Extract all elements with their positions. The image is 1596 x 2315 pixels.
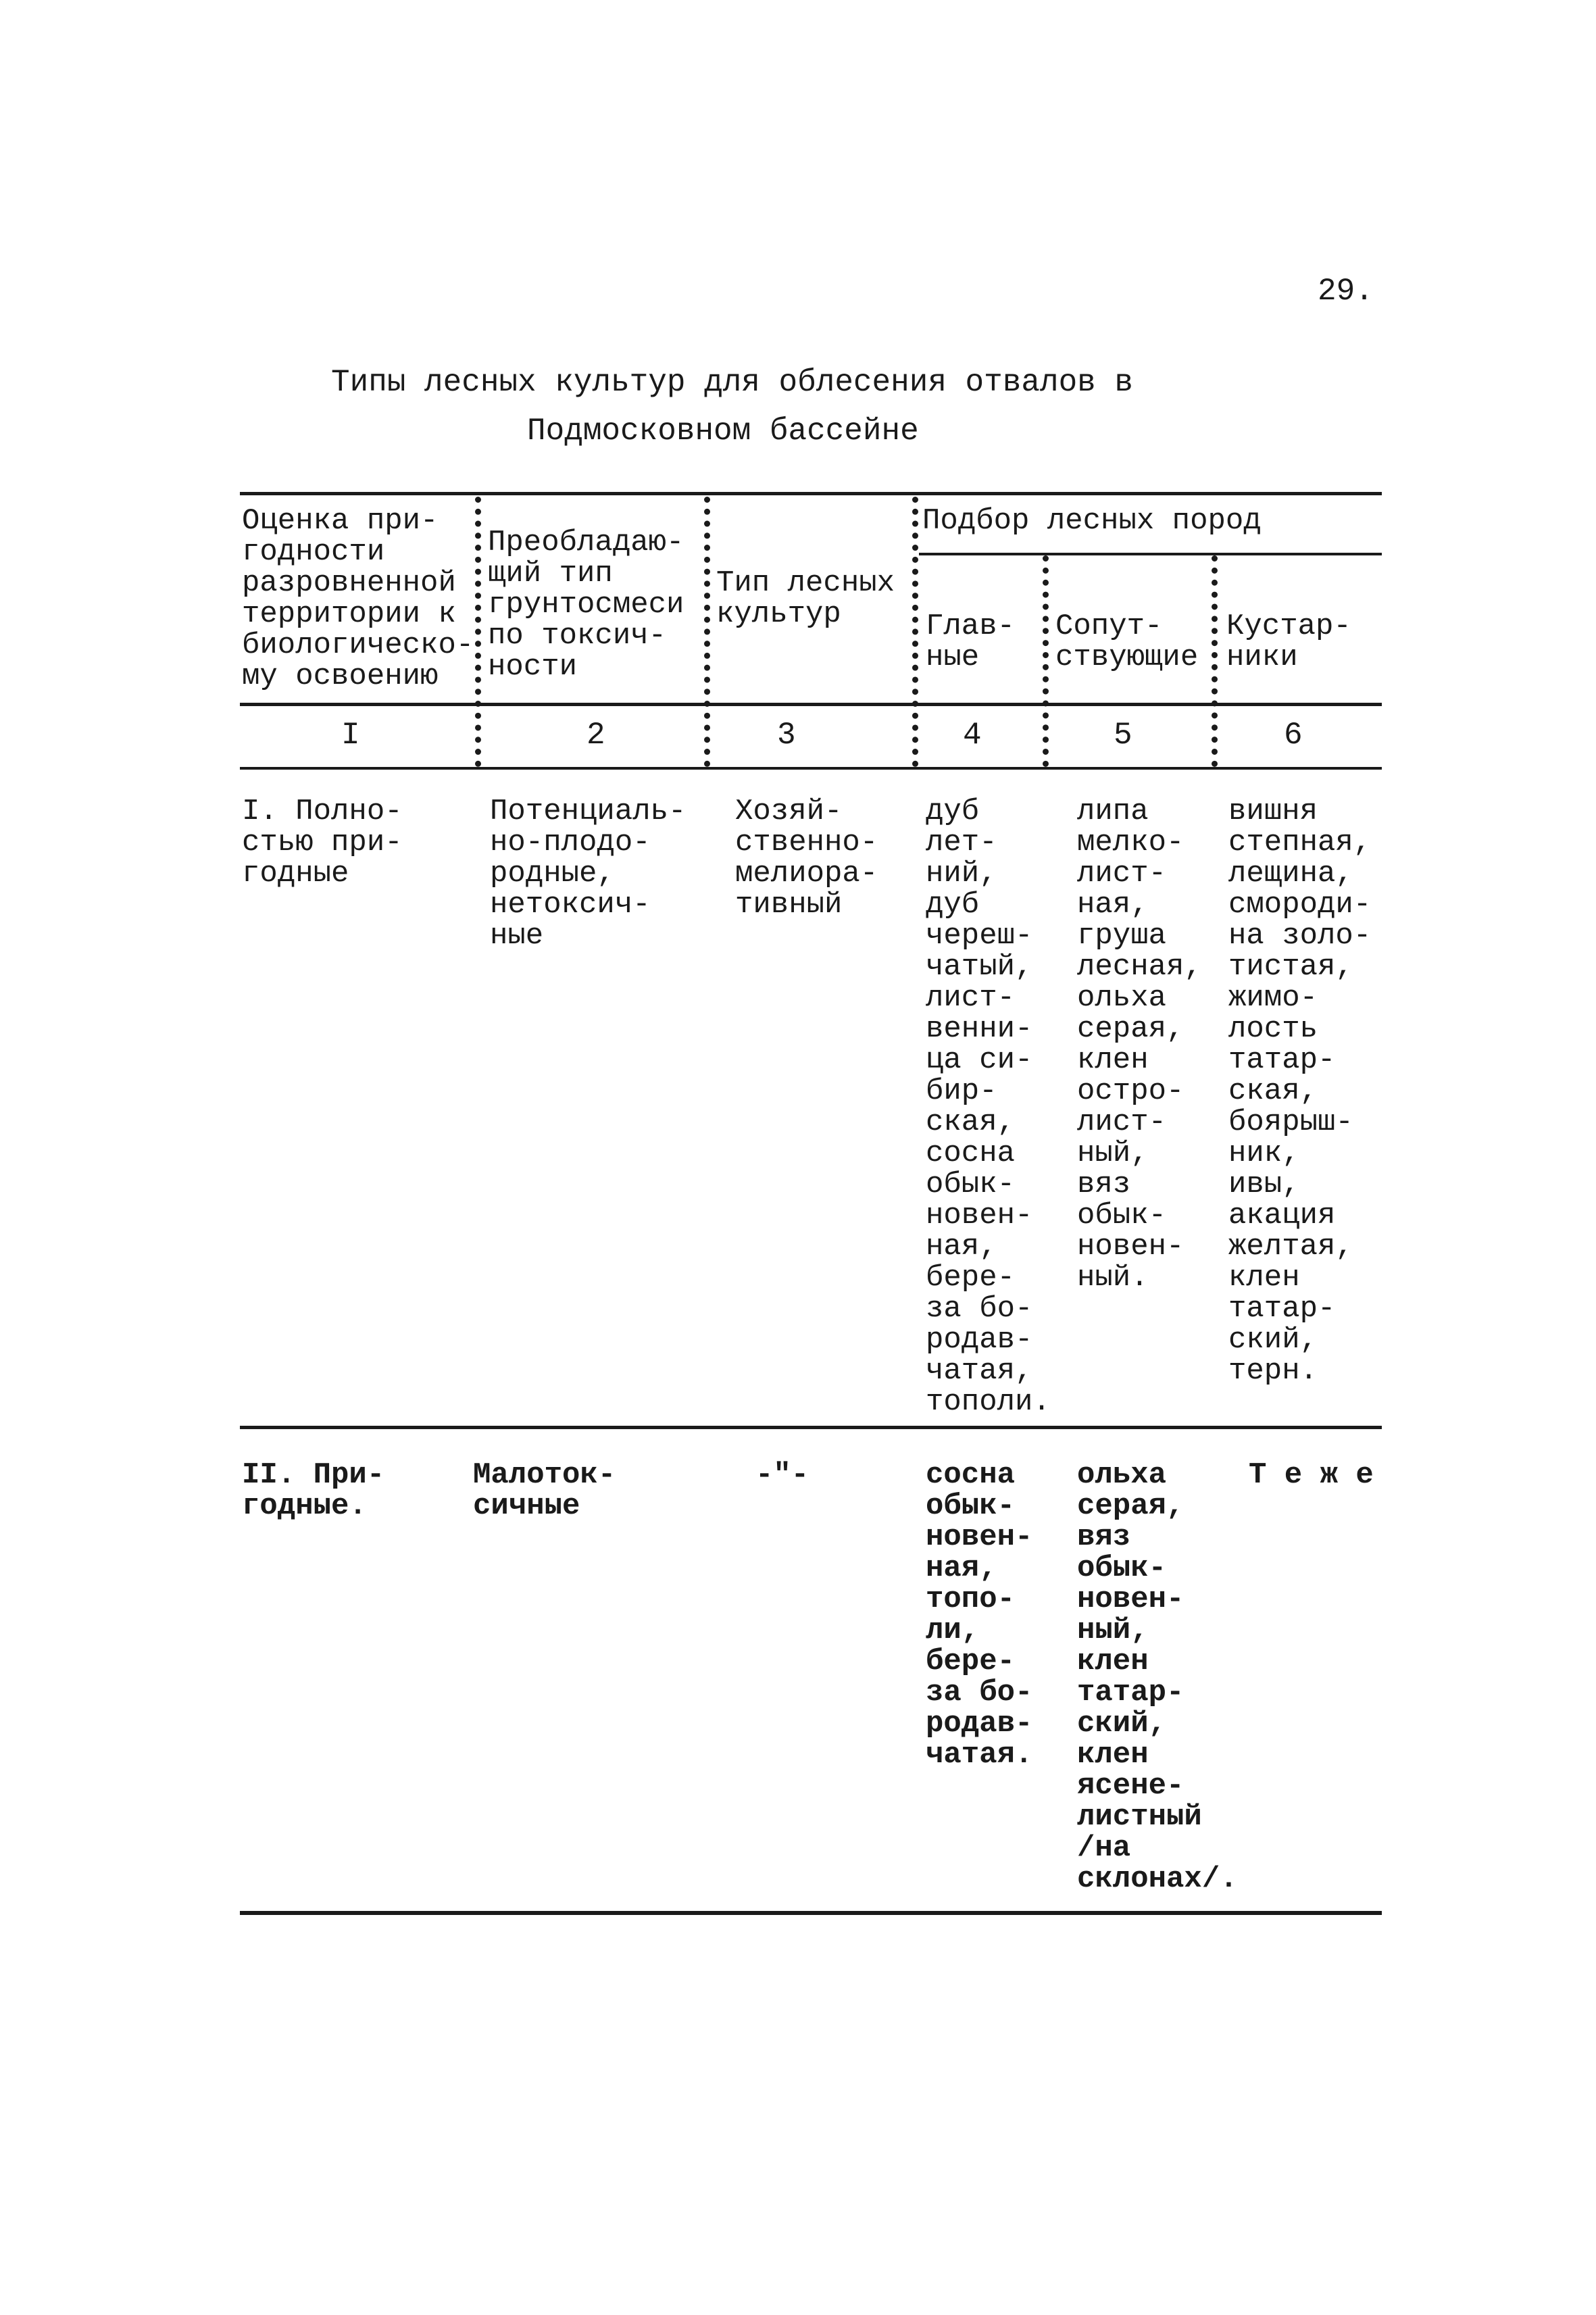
column-number-6: 6	[1284, 718, 1303, 753]
table-bottom-rule	[240, 1911, 1382, 1915]
column-number-5: 5	[1114, 718, 1132, 753]
row-separator-rule	[240, 1426, 1382, 1429]
column-number-4: 4	[963, 718, 982, 753]
row1-soil-type: Потенциаль- но-плодо- родные, нетоксич- ные	[490, 795, 687, 953]
row2-accompanying-species: ольха серая, вяз обык- новен- ный, клен татар- ский, клен ясене- листный /на склонах/.	[1077, 1458, 1238, 1896]
header-bottom-rule	[240, 703, 1382, 706]
row1-culture-type: Хозяй- ственно- мелиора- тивный	[735, 795, 878, 922]
column-number-1: I	[341, 718, 360, 753]
header-shrubs: Кустар- ники	[1226, 609, 1351, 674]
header-species-group: Подбор лесных пород	[922, 504, 1262, 538]
row1-shrubs: вишня степная, лещина, смороди- на золо- тистая, жимо- лость татар- ская, боярыш- ник, ивы, акация желтая, клен татар- ский, терн.	[1228, 795, 1372, 1388]
title-line-2: Подмосковном бассейне	[527, 414, 919, 449]
column-number-3: 3	[777, 718, 796, 753]
page-number: 29.	[1318, 274, 1374, 309]
header-soil-type: Преобладаю- щий тип грунтосмеси по токсич- ности	[488, 526, 684, 684]
row2-soil-type: Малоток- сичные	[473, 1458, 616, 1523]
row1-accompanying-species: липа мелко- лист- ная, груша лесная, ольха серая, клен остро- лист- ный, вяз обык- новен- ный.	[1077, 795, 1202, 1295]
column-separator-5	[1212, 555, 1218, 767]
header-culture-type: Тип лесных культур	[716, 566, 895, 631]
row2-shrubs: Т е ж е	[1249, 1458, 1374, 1492]
column-separator-1	[475, 497, 481, 767]
subheader-rule	[919, 553, 1382, 555]
header-accompanying-species: Сопут- ствующие	[1055, 609, 1199, 674]
column-separator-2	[704, 497, 710, 767]
row1-main-species: дуб лет- ний, дуб череш- чатый, лист- венни- ца си- бир- ская, сосна обык- новен- ная, бере- за бо- родав- чатая, тополи.	[926, 795, 1051, 1419]
column-numbers-rule	[240, 767, 1382, 770]
header-main-species: Глав- ные	[926, 609, 1016, 674]
table-top-rule	[240, 492, 1382, 495]
page-title	[331, 358, 1210, 455]
column-separator-3	[912, 497, 918, 767]
header-assessment: Оценка при- годности разровненной территории к биологическо- му освоению	[242, 504, 474, 693]
row2-assessment: II. При- годные.	[242, 1458, 385, 1523]
row2-culture-type: -"-	[755, 1458, 809, 1492]
title-line-1: Типы лесных культур для облесения отвалов в	[331, 365, 1133, 400]
column-separator-4	[1043, 555, 1049, 767]
row2-main-species: сосна обык- новен- ная, топо- ли, бере- за бо- родав- чатая.	[926, 1458, 1033, 1772]
row1-assessment: I. Полно- стью при- годные	[242, 795, 403, 891]
column-number-2: 2	[587, 718, 605, 753]
